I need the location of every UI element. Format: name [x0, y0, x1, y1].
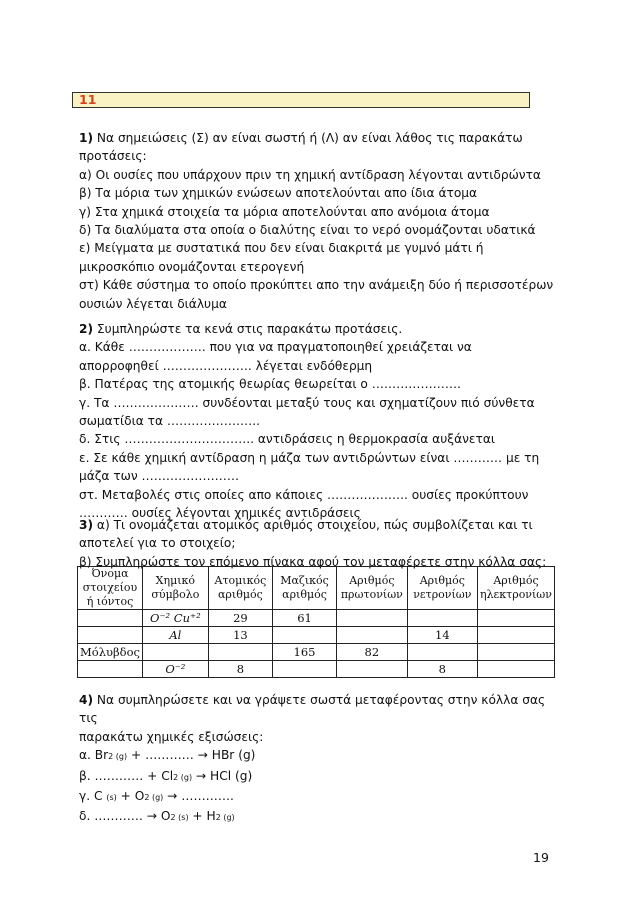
- equation-b: [79, 767, 559, 787]
- eq-subscript: 2 (g): [173, 772, 193, 782]
- table-row: [78, 661, 555, 678]
- table-cell: [208, 644, 272, 661]
- table-cell: [142, 644, 208, 661]
- eq-text: → ………….: [163, 789, 234, 804]
- header-cell: Ατομικός αριθμός: [208, 567, 272, 610]
- q2-line: ………… ουσίες λέγονται χημικές αντιδράσεις: [79, 506, 361, 521]
- table-row: [78, 644, 555, 661]
- table-cell: [273, 627, 337, 644]
- q2-line: σωματίδια τα …………………..: [79, 414, 260, 429]
- eq-text: δ. ………… → O: [79, 809, 171, 824]
- q2-line: [79, 320, 559, 338]
- eq-text: + ………… → HBr (g): [127, 748, 256, 763]
- q1-line: β) Τα μόρια των χημικών ενώσεων αποτελούνται απο ίδια άτομα: [79, 186, 478, 201]
- table-cell: 61: [273, 610, 337, 627]
- eq-text: β. ………… + Cl: [79, 768, 174, 783]
- table-cell: Al: [142, 627, 208, 644]
- table-cell: 29: [208, 610, 272, 627]
- eq-subscript: 2 (g): [144, 793, 164, 803]
- exercise-header-box: [72, 92, 530, 108]
- table-row: [78, 610, 555, 627]
- table-cell: [337, 627, 408, 644]
- q3-text: α) Τι ονομάζεται ατομικός αριθμός στοιχείου, πώς συμβολίζεται και τι: [93, 518, 533, 532]
- q1-line: α) Οι ουσίες που υπάρχουν πριν τη χημική αντίδραση λέγονται αντιδρώντα: [79, 167, 541, 182]
- table-cell: [78, 627, 143, 644]
- q2-line: β. Πατέρας της ατομικής θεωρίας θεωρείται ο ………………….: [79, 377, 461, 392]
- table-cell: [78, 661, 143, 678]
- q1-line: γ) Στα χημικά στοιχεία τα μόρια αποτελούνται απο ανόμοια άτομα: [79, 204, 490, 219]
- q1-text: Να σημειώσεις (Σ) αν είναι σωστή ή (Λ) αν είναι λάθος τις παρακάτω: [93, 131, 523, 145]
- table-cell: [477, 627, 554, 644]
- q2-line: α. Κάθε ………………. που για να πραγματοποιηθεί χρειάζεται να: [79, 340, 472, 355]
- table-cell: [477, 661, 554, 678]
- table-cell: [337, 661, 408, 678]
- question-1: [79, 129, 559, 313]
- table-cell: [407, 610, 477, 627]
- table-cell: 165: [273, 644, 337, 661]
- q1-line: δ) Τα διαλύματα στα οποία ο διαλύτης είναι το νερό ονομάζονται υδατικά: [79, 223, 536, 238]
- q2-line: ε. Σε κάθε χημική αντίδραση η μάζα των αντιδρώντων είναι ………… με τη: [79, 450, 540, 465]
- q2-line: απορροφηθεί …………………. λέγεται ενδόθερμη: [79, 358, 373, 373]
- q3-number: 3): [79, 518, 94, 532]
- table-cell: Μόλυβδος: [78, 644, 143, 661]
- table-cell: [407, 644, 477, 661]
- q2-line: μάζα των ……………………: [79, 469, 240, 484]
- q3-line: αποτελεί για το στοιχείο;: [79, 536, 236, 551]
- eq-text: + H: [188, 809, 216, 824]
- table-header-row: [78, 567, 555, 610]
- q1-line: μικροσκόπιο ονομάζονται ετερογενή: [79, 259, 305, 274]
- exercise-number: 11: [79, 92, 97, 107]
- q3-line: [79, 516, 559, 534]
- table-cell: 14: [407, 627, 477, 644]
- q1-line: ε) Μείγματα με συστατικά που δεν είναι διακριτά με γυμνό μάτι ή: [79, 241, 484, 256]
- atoms-table: [77, 566, 555, 678]
- page-number: 19: [533, 850, 549, 865]
- q4-text: Να συμπληρώσετε και να γράψετε σωστά μεταφέροντας στην κόλλα σας τις: [79, 693, 546, 726]
- question-2: [79, 320, 559, 522]
- header-cell: Αριθμός νετρονίων: [407, 567, 477, 610]
- header-cell: Αριθμός πρωτονίων: [337, 567, 408, 610]
- q1-line: προτάσεις:: [79, 149, 147, 164]
- q2-number: 2): [79, 322, 94, 336]
- table-cell: [78, 610, 143, 627]
- table-cell: 8: [208, 661, 272, 678]
- table-cell: O⁻²: [142, 661, 208, 678]
- q4-number: 4): [79, 693, 94, 707]
- q2-line: γ. Τα ………………… συνδέονται μεταξύ τους και σχηματίζουν πιό σύνθετα: [79, 395, 535, 410]
- question-3: [79, 516, 559, 571]
- table-row: [78, 627, 555, 644]
- q4-line: παρακάτω χημικές εξισώσεις:: [79, 729, 264, 744]
- eq-subscript: 2 (s): [170, 813, 189, 823]
- table-cell: 8: [407, 661, 477, 678]
- eq-subscript: 2 (g): [108, 752, 128, 762]
- table-cell: [477, 610, 554, 627]
- q3-line: β) Συμπληρώστε τον επόμενο πίνακα αφού τον μεταφέρετε στην κόλλα σας:: [79, 554, 547, 569]
- table-cell: 82: [337, 644, 408, 661]
- header-cell: Αριθμός ηλεκτρονίων: [477, 567, 554, 610]
- q2-text: Συμπληρώστε τα κενά στις παρακάτω προτάσεις.: [93, 322, 403, 336]
- eq-text: γ. C: [79, 789, 107, 804]
- equation-a: [79, 746, 559, 766]
- eq-text: → HCl (g): [192, 768, 253, 783]
- q1-line: [79, 129, 559, 147]
- table-cell: 13: [208, 627, 272, 644]
- table-cell: [337, 610, 408, 627]
- table-cell: [477, 644, 554, 661]
- eq-text: α. Br: [79, 748, 109, 763]
- q1-line: ουσιών λέγεται διάλυμα: [79, 296, 227, 311]
- eq-subscript: 2 (g): [215, 813, 235, 823]
- table-cell: O⁻² Cu⁺²: [142, 610, 208, 627]
- header-cell: Όνομα στοιχείου ή ιόντος: [78, 567, 143, 610]
- q2-line: δ. Στις ………………………….. αντιδράσεις η θερμοκρασία αυξάνεται: [79, 432, 495, 447]
- q4-line: [79, 691, 559, 728]
- table-cell: [273, 661, 337, 678]
- header-cell: Μαζικός αριθμός: [273, 567, 337, 610]
- equation-c: [79, 787, 559, 807]
- q1-number: 1): [79, 131, 94, 145]
- q1-line: στ) Κάθε σύστημα το οποίο προκύπτει απο την ανάμειξη δύο ή περισσοτέρων: [79, 278, 554, 293]
- q2-line: στ. Μεταβολές στις οποίες απο κάποιες ……………….. ουσίες προκύπτουν: [79, 487, 529, 502]
- question-4: [79, 691, 559, 828]
- header-cell: Χημικό σύμβολο: [142, 567, 208, 610]
- eq-text: + O: [116, 789, 145, 804]
- equation-d: [79, 807, 559, 827]
- eq-subscript: (s): [106, 793, 117, 803]
